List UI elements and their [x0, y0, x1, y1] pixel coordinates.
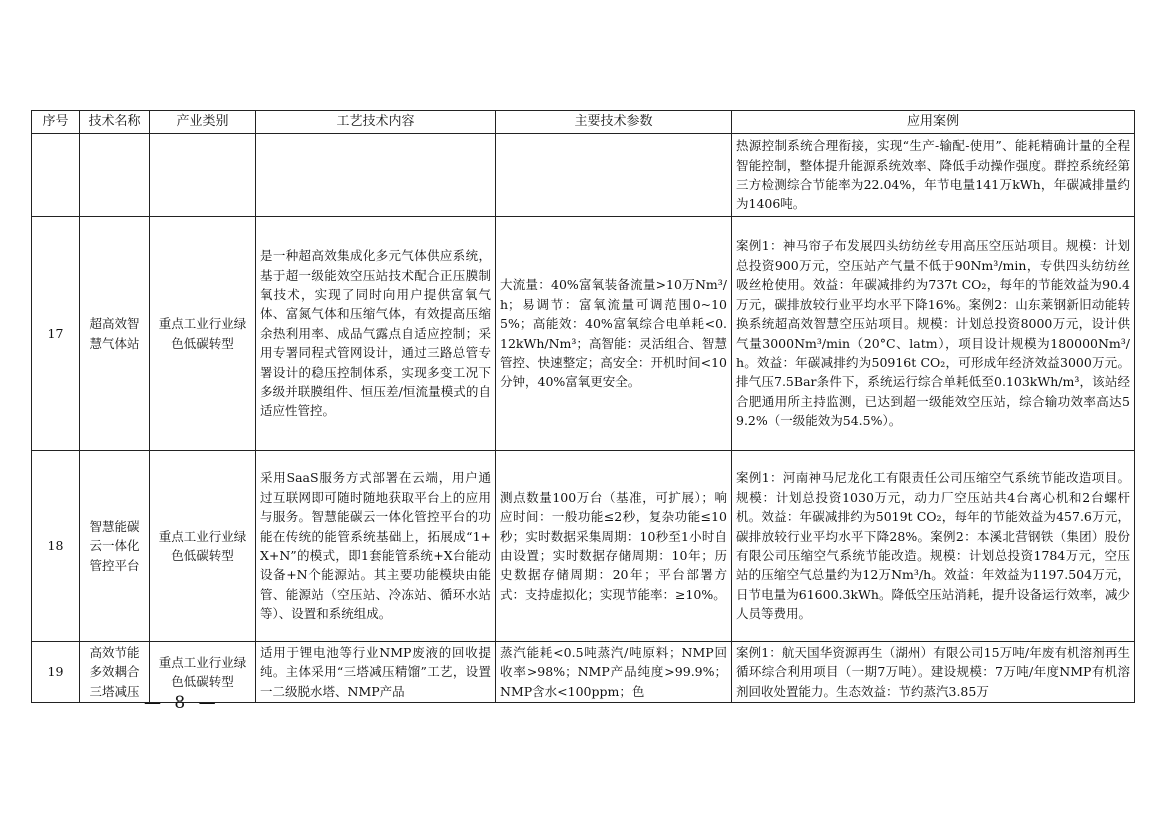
cell-process-content: [256, 134, 496, 217]
header-technology-name: 技术名称: [80, 111, 150, 134]
cell-serial-number: 18: [32, 451, 80, 642]
cell-industry-category: 重点工业行业绿色低碳转型: [150, 642, 256, 703]
cell-serial-number: 17: [32, 217, 80, 451]
cell-application-cases: 热源控制系统合理衔接，实现“生产-输配-使用”、能耗精确计量的全程智能控制，整体提升能源系统效率、降低手动操作强度。群控系统经第三方检测综合节能率为22.04%，年节电量141万kWh，年碳减排量约为1406吨。: [732, 134, 1135, 217]
cell-application-cases: 案例1：航天国华资源再生（湖州）有限公司15万吨/年废有机溶剂再生循环综合利用项目（一期7万吨）。建设规模：7万吨/年度NMP有机溶剂回收处置能力。生态效益：节约蒸汽3.85万: [732, 642, 1135, 703]
header-industry-category: 产业类别: [150, 111, 256, 134]
header-serial-number: 序号: [32, 111, 80, 134]
cell-process-content: 适用于锂电池等行业NMP废液的回收提纯。主体采用“三塔减压精馏”工艺，设置一二级脱水塔、NMP产品: [256, 642, 496, 703]
cell-process-content: 是一种超高效集成化多元气体供应系统，基于超一级能效空压站技术配合正压膜制氧技术，实现了同时向用户提供富氧气体、富氮气体和压缩气体，有效提高压缩余热利用率、成品气露点自适应控制；采用专署同程式管网设计，通过三路总管专署设计的稳压控制体系，实现多变工况下多级并联膜组件、恒压差/恒流量模式的自适应性管控。: [256, 217, 496, 451]
cell-serial-number: [32, 134, 80, 217]
table-header-row: [32, 111, 1135, 134]
cell-technology-name: 超高效智慧气体站: [80, 217, 150, 451]
cell-technology-name: 智慧能碳云一体化管控平台: [80, 451, 150, 642]
technology-table: [31, 110, 1135, 703]
header-process-content: 工艺技术内容: [256, 111, 496, 134]
cell-serial-number: 19: [32, 642, 80, 703]
cell-key-parameters: 测点数量100万台（基准，可扩展）；响应时间：一般功能≤2秒，复杂功能≤10秒；实时数据采集周期：10秒至1小时自由设置；实时数据存储周期：10年；历史数据存储周期：20年；平台部署方式：支持虚拟化；实现节能率：≥10%。: [496, 451, 732, 642]
header-key-parameters: 主要技术参数: [496, 111, 732, 134]
cell-key-parameters: [496, 134, 732, 217]
cell-technology-name: [80, 134, 150, 217]
cell-key-parameters: 大流量：40%富氧装备流量>10万Nm³/h；易调节：富氧流量可调范围0~105%；高能效：40%富氧综合电单耗<0.12kWh/Nm³；高智能：灵活组合、智慧管控、快速整定；高安全：开机时间<10分钟，40%富氧更安全。: [496, 217, 732, 451]
table-row: [32, 451, 1135, 642]
cell-key-parameters: 蒸汽能耗<0.5吨蒸汽/吨原料；NMP回收率>98%；NMP产品纯度>99.9%；NMP含水<100ppm；色: [496, 642, 732, 703]
cell-industry-category: [150, 134, 256, 217]
cell-application-cases: 案例1：河南神马尼龙化工有限责任公司压缩空气系统节能改造项目。规模：计划总投资1030万元，动力厂空压站共4台离心机和2台螺杆机。效益：年碳减排约为5019t CO₂，每年的节能效益为457.6万元，碳排放较行业平均水平下降28%。案例2：本溪北营钢铁（集团）股份有限公司压缩空气系统节能改造。规模：计划总投资1784万元，空压站的压缩空气总量约为12万Nm³/h。效益：年效益为1197.504万元，日节电量为61600.3kWh。降低空压站消耗，提升设备运行效率，减少人员等费用。: [732, 451, 1135, 642]
cell-process-content: 采用SaaS服务方式部署在云端，用户通过互联网即可随时随地获取平台上的应用与服务。智慧能碳云一体化管控平台的功能在传统的能管系统基础上，拓展成“1+X+N”的模式，即1套能管系统+X台能动设备+N个能源站。其主要功能模块由能管、能源站（空压站、冷冻站、循环水站等）、设置和系统组成。: [256, 451, 496, 642]
cell-application-cases: 案例1：神马帘子布发展四头纺纺丝专用高压空压站项目。规模：计划总投资900万元，空压站产气量不低于90Nm³/min，专供四头纺纺丝吸丝枪使用。效益：年碳减排约为737t CO₂，每年的节能效益为90.4万元，碳排放较行业平均水平下降16%。案例2：山东莱钢新旧动能转换系统超高效智慧空压站项目。规模：计划总投资8000万元，设计供气量3000Nm³/min（20°C、latm），项目设计规模为180000Nm³/h。效益：年碳减排约为50916t CO₂，可形成年经济效益3000万元。排气压7.5Bar条件下，系统运行综合单耗低至0.103kWh/m³，该站经合肥通用所主持监测，已达到超一级能效空压站，综合输功效率高达59.2%（一级能效为54.5%）。: [732, 217, 1135, 451]
header-application-cases: 应用案例: [732, 111, 1135, 134]
table-row: [32, 134, 1135, 217]
cell-technology-name: 高效节能多效耦合三塔减压: [80, 642, 150, 703]
cell-industry-category: 重点工业行业绿色低碳转型: [150, 217, 256, 451]
table-row: [32, 217, 1135, 451]
cell-industry-category: 重点工业行业绿色低碳转型: [150, 451, 256, 642]
page-number: — 8 —: [144, 693, 220, 713]
